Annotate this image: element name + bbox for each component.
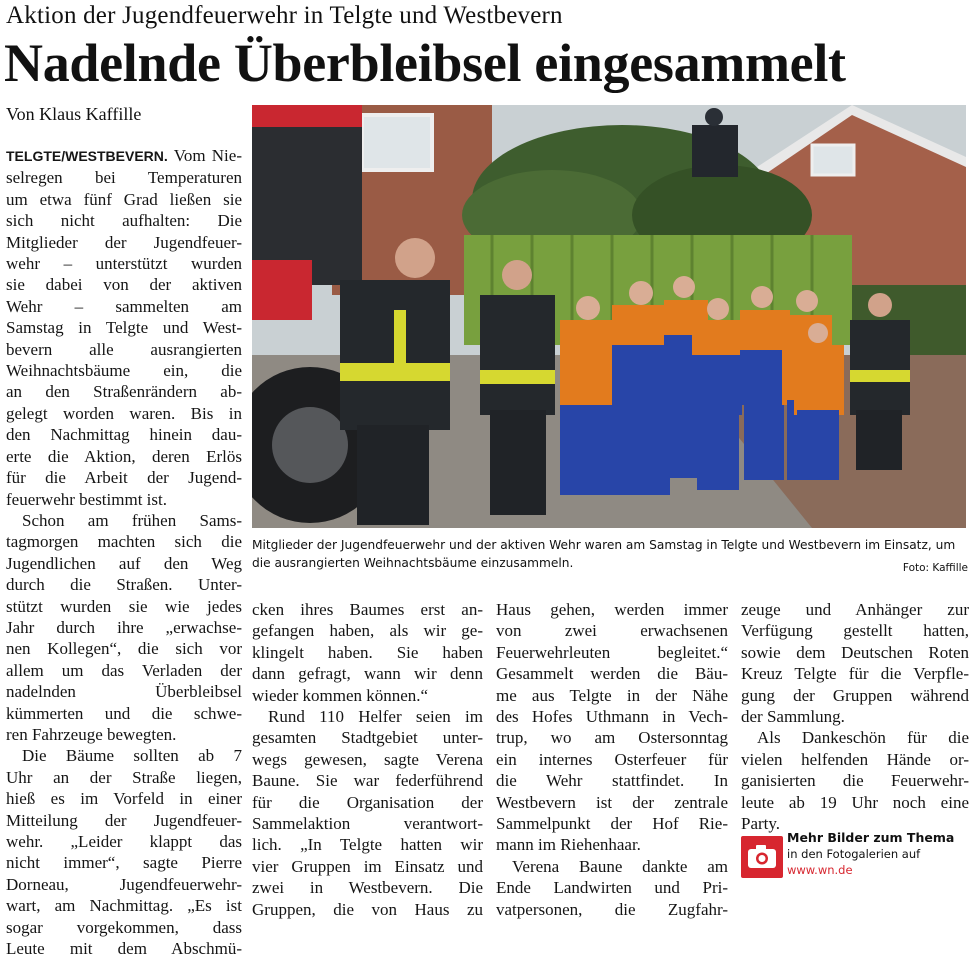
photo-illustration — [252, 105, 966, 528]
text-line: um etwa fünf Grad ließen sie — [6, 189, 242, 209]
text-line: zwei in Westbevern. Die — [252, 878, 483, 898]
text-line: Party. — [741, 814, 781, 834]
text-line: gung der Gruppen während — [741, 685, 969, 705]
promo-title: Mehr Bilder zum Thema — [787, 830, 955, 845]
article-photo — [252, 105, 966, 528]
text-line: durch die Straßen. Unter- — [6, 575, 242, 595]
paragraph — [252, 599, 483, 706]
paragraph — [6, 167, 242, 510]
text-line: cken ihres Baumes erst an- — [252, 600, 483, 619]
text-line: Gruppen, die von Haus zu — [252, 899, 483, 919]
text-line: Verfügung gestellt hatten, — [741, 621, 969, 641]
photo-gallery-promo[interactable] — [741, 830, 971, 882]
camera-icon — [741, 836, 783, 878]
text-line: Leute mit dem Abschmü- — [6, 939, 242, 959]
text-line: Gesammelt werden die Bäu- — [496, 664, 728, 684]
text-line: für die Organisation der — [252, 792, 483, 812]
text-line: nadelnden Überbleibsel — [6, 682, 242, 702]
text-line: des Hofes Uthmann in Vech- — [496, 707, 728, 727]
text-line: wieder kommen können.“ — [252, 685, 429, 705]
text-line: Mitteilung der Jugendfeuer- — [6, 810, 242, 830]
text-line: Weihnachtsbäume ein, die — [6, 361, 242, 381]
text-line: Mitglieder der Jugendfeuer- — [6, 232, 242, 252]
paragraph — [496, 599, 728, 856]
text-line: gefangen haben, als wir ge- — [252, 621, 483, 641]
text-line: wart, am Nachmittag. „Es ist — [6, 896, 242, 916]
text-line: tagmorgen machten sich die — [6, 532, 242, 552]
text-line: wehr. „Leider klappt das — [6, 832, 242, 851]
text-line: vier Gruppen im Einsatz und — [252, 856, 483, 876]
text-line: Jugendlichen auf den Weg — [6, 553, 242, 573]
paragraph — [6, 745, 242, 959]
text-line: gesamten Stadtgebiet unter- — [252, 728, 483, 748]
dateline: TELGTE/WESTBEVERN. — [6, 148, 168, 164]
text-line: gelegt worden waren. Bis in — [6, 403, 242, 423]
text-line: zeuge und Anhänger zur — [741, 600, 969, 619]
text-line: sowie dem Deutschen Roten — [741, 642, 969, 662]
text-line: Ende Landwirten und Pri- — [496, 878, 728, 898]
text-line: Uhr an der Straße liegen, — [6, 767, 242, 787]
text-line: ren Fahrzeuge bewegten. — [6, 724, 177, 744]
text-line: Rund 110 Helfer seien im — [268, 707, 483, 727]
text-line: ein internes Osterfeuer für — [496, 749, 728, 769]
text-line: Schon am frühen Sams- — [22, 510, 242, 530]
text-line: trup, wo am Ostersonntag — [496, 728, 728, 748]
text-line: den Nachmittag hinein dau- — [6, 425, 242, 445]
text-line: Jahr durch ihre „erwachse- — [6, 617, 242, 637]
text-line: der Sammlung. — [741, 707, 845, 727]
text-line: Samstag in Telgte und West- — [6, 318, 242, 338]
text-line: nen Kollegen“, die sich vor — [6, 639, 242, 659]
promo-text: in den Fotogalerien auf — [787, 847, 921, 861]
text-line: ganisierten die Feuerwehr- — [741, 771, 969, 791]
text-column-3 — [496, 599, 728, 920]
text-line: stützt wurden sie wie jedes — [6, 596, 242, 616]
text-line: sie dabei von der aktiven — [6, 275, 242, 295]
text-line: sich nicht aufhalten: Die — [6, 211, 242, 231]
text-line: für die Arbeit der Jugend- — [6, 468, 242, 488]
text-line: erte die Aktion, deren Erlös — [6, 446, 242, 466]
text-line: Als Dankeschön für die — [757, 728, 969, 748]
text-line: Vom Nie- — [173, 146, 242, 165]
article-headline: Nadelnde Überbleibsel eingesammelt — [4, 33, 846, 93]
text-line: hieß es im Vorfeld in einer — [6, 789, 242, 809]
text-line: kümmerten und die schwe- — [6, 703, 242, 723]
text-line: Kreuz Telgte für die Verpfle- — [741, 664, 969, 684]
text-line: bevern alle ausrangierten — [6, 339, 242, 359]
paragraph — [6, 510, 242, 745]
text-line: Westbevern ist der zentrale — [496, 792, 728, 812]
text-line: sogar vorgekommen, dass — [6, 917, 242, 937]
text-column-1 — [6, 145, 242, 959]
text-line: Sammelaktion verantwort- — [252, 814, 483, 834]
promo-link[interactable]: www.wn.de — [787, 863, 853, 877]
text-line: leute ab 19 Uhr noch eine — [741, 792, 969, 812]
photo-caption: Mitglieder der Jugendfeuerwehr und der aktiven Wehr waren am Samstag in Telgte und Westbevern im Einsatz, um die ausrangierten Weihnachtsbäume einzusammeln. — [252, 538, 956, 570]
text-line: wehr – unterstützt wurden — [6, 254, 242, 274]
text-column-2 — [252, 599, 483, 920]
text-line: dann gefragt, wann wir denn — [252, 664, 483, 684]
paragraph — [741, 727, 969, 834]
text-line: vielen helfenden Hände or- — [741, 749, 969, 769]
text-line: allem um das Verladen der — [6, 660, 242, 680]
text-line: Sammelpunkt der Hof Rie- — [496, 814, 728, 834]
text-line: Baune. Sie war federführend — [252, 771, 483, 791]
text-line: Feuerwehrleuten begleitet.“ — [496, 642, 728, 662]
text-line: feuerwehr bestimmt ist. — [6, 489, 167, 509]
text-line: von zwei erwachsenen — [496, 621, 728, 641]
text-line: Dorneau, Jugendfeuerwehr- — [6, 874, 242, 894]
text-line: nicht immer“, sagte Pierre — [6, 853, 242, 873]
paragraph — [252, 706, 483, 920]
lead-line — [6, 145, 242, 167]
text-line: lich. „In Telgte hatten wir — [252, 835, 483, 855]
text-line: me aus Telgte in der Nähe — [496, 685, 728, 705]
text-line: selregen bei Temperaturen — [6, 168, 242, 188]
text-line: Die Bäume sollten ab 7 — [22, 746, 242, 766]
text-line: an den Straßenrändern ab- — [6, 382, 242, 402]
paragraph — [496, 856, 728, 920]
text-line: Verena Baune dankte am — [512, 856, 728, 876]
text-line: mann im Riehenhaar. — [496, 835, 641, 855]
text-column-4 — [741, 599, 969, 834]
text-line: wegs gewesen, sagte Verena — [252, 749, 483, 769]
text-line: klingelt haben. Sie haben — [252, 642, 483, 662]
text-line: Wehr – sammelten am — [6, 296, 242, 316]
text-line: vatpersonen, die Zugfahr- — [496, 899, 728, 919]
article-kicker: Aktion der Jugendfeuerwehr in Telgte und Westbevern — [6, 2, 563, 29]
text-line: Haus gehen, werden immer — [496, 600, 728, 619]
text-line: die Wehr stattfindet. In — [496, 771, 728, 791]
paragraph — [741, 599, 969, 727]
photo-credit: Foto: Kaffille — [902, 562, 968, 574]
article-byline: Von Klaus Kaffille — [6, 104, 142, 124]
